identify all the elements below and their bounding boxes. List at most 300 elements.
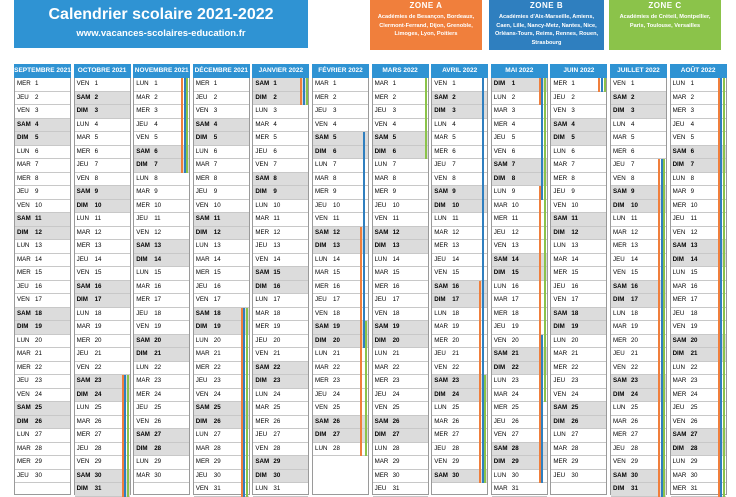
holiday-zone-a-marker	[360, 402, 362, 416]
weekday-label: SAM	[76, 377, 91, 384]
weekday-label: MAR	[315, 80, 329, 87]
weekday-label: MAR	[136, 188, 150, 195]
day-row	[432, 402, 487, 416]
weekday-label: SAM	[17, 309, 31, 317]
day-number: 28	[511, 444, 519, 452]
weekday-label: JEU	[136, 309, 148, 317]
day-number: 24	[154, 390, 162, 398]
day-number: 14	[631, 255, 638, 263]
day-number: 11	[690, 215, 698, 222]
holiday-zone-b-marker	[363, 294, 365, 308]
day-row	[313, 389, 368, 403]
day-row	[194, 470, 249, 484]
day-number: 12	[452, 228, 460, 236]
day-row	[551, 416, 606, 430]
holiday-zone-a-marker	[539, 227, 541, 241]
weekday-label: MER	[76, 242, 91, 249]
day-row	[373, 308, 428, 322]
holiday-zone-c-marker	[723, 443, 725, 457]
day-row	[551, 362, 606, 376]
day-row	[253, 240, 308, 254]
day-row	[432, 159, 487, 173]
weekday-label: JEU	[553, 471, 566, 479]
holiday-zone-c-marker	[365, 362, 367, 376]
weekday-label: MAR	[315, 269, 329, 276]
day-number: 12	[154, 228, 162, 236]
holiday-zone-b-marker	[482, 173, 484, 187]
day-number: 18	[154, 309, 162, 317]
day-number: 18	[213, 309, 221, 317]
weekday-label: MAR	[434, 228, 448, 236]
day-row	[75, 416, 130, 430]
day-number: 27	[631, 431, 638, 438]
holiday-zone-b-marker	[363, 308, 365, 322]
day-number: 13	[631, 242, 638, 249]
weekday-label: LUN	[493, 93, 507, 101]
day-row	[15, 146, 70, 160]
weekday-label: MER	[553, 458, 568, 465]
holiday-zone-b-marker	[363, 159, 365, 173]
weekday-label: LUN	[493, 188, 507, 195]
day-number: 14	[333, 255, 340, 263]
day-number: 11	[154, 215, 161, 222]
day-number: 11	[392, 215, 400, 222]
day-row	[611, 254, 666, 268]
day-number: 1	[35, 80, 39, 87]
day-row	[671, 389, 726, 403]
day-number: 19	[213, 323, 221, 330]
day-row	[75, 159, 130, 173]
month-header: JUILLET 2022	[610, 64, 667, 78]
day-number: 3	[511, 107, 516, 114]
weekday-label: JEU	[374, 390, 387, 398]
weekday-label: SAM	[672, 336, 687, 344]
weekday-label: SAM	[613, 377, 627, 384]
day-row	[611, 294, 666, 308]
holiday-zone-c-marker	[663, 308, 665, 322]
weekday-label: LUN	[255, 107, 268, 114]
day-row	[194, 348, 249, 362]
weekday-label: LUN	[195, 147, 209, 155]
day-row	[671, 186, 726, 200]
holiday-zone-c-marker	[663, 348, 665, 362]
holiday-zone-a-marker	[539, 240, 541, 254]
month-column	[193, 64, 250, 492]
day-row	[551, 200, 606, 214]
day-number: 20	[392, 336, 400, 344]
weekday-label: SAM	[17, 215, 31, 222]
day-row	[551, 240, 606, 254]
day-number: 23	[511, 377, 519, 384]
weekday-label: MAR	[255, 215, 270, 222]
holiday-zone-b-marker	[363, 240, 365, 254]
day-number: 4	[392, 120, 397, 128]
day-number: 7	[154, 161, 158, 168]
day-number: 6	[154, 147, 158, 155]
day-number: 22	[333, 363, 340, 371]
weekday-label: JEU	[493, 134, 506, 141]
day-number: 29	[571, 458, 579, 465]
day-number: 28	[571, 444, 579, 452]
day-number: 20	[511, 336, 519, 344]
day-number: 27	[690, 431, 698, 438]
day-row	[492, 132, 547, 146]
holiday-zone-c-marker	[723, 389, 725, 403]
day-number: 9	[690, 188, 695, 195]
day-number: 3	[35, 107, 39, 114]
weekday-label: DIM	[553, 417, 565, 425]
day-number: 25	[571, 404, 579, 411]
weekday-label: DIM	[613, 107, 625, 114]
holiday-zone-c-marker	[723, 416, 725, 430]
day-row	[373, 119, 428, 133]
day-number: 3	[333, 107, 337, 114]
day-row	[313, 240, 368, 254]
day-row	[313, 159, 368, 173]
day-row	[611, 78, 666, 92]
day-number: 16	[333, 282, 340, 290]
holiday-zone-c-marker	[544, 308, 546, 322]
weekday-label: MER	[553, 174, 568, 182]
holiday-zone-c-marker	[544, 281, 546, 295]
weekday-label: LUN	[76, 215, 89, 222]
weekday-label: DIM	[76, 485, 88, 492]
day-number: 22	[273, 363, 281, 371]
day-number: 5	[35, 134, 39, 141]
day-row	[134, 321, 189, 335]
weekday-label: LUN	[17, 431, 30, 438]
day-row	[373, 335, 428, 349]
day-row	[253, 227, 308, 241]
day-number: 19	[511, 323, 519, 330]
weekday-label: SAM	[434, 282, 448, 290]
month-column	[372, 64, 429, 492]
day-row	[253, 186, 308, 200]
weekday-label: MER	[255, 228, 270, 236]
day-row	[313, 119, 368, 133]
weekday-label: DIM	[553, 134, 565, 141]
day-row	[671, 483, 726, 497]
holiday-zone-c-marker	[723, 159, 725, 173]
day-row	[194, 92, 249, 106]
weekday-label: SAM	[255, 458, 270, 465]
holiday-zone-c-marker	[544, 92, 546, 106]
holiday-zone-b-marker	[482, 92, 484, 106]
weekday-label: MAR	[374, 363, 389, 371]
weekday-label: DIM	[374, 242, 386, 249]
day-row	[611, 173, 666, 187]
weekday-label: MER	[255, 323, 270, 330]
day-row	[432, 308, 487, 322]
day-number: 5	[154, 134, 158, 141]
weekday-label: DIM	[613, 485, 625, 492]
weekday-label: DIM	[315, 147, 327, 155]
day-row	[134, 105, 189, 119]
holiday-zone-b-marker	[482, 281, 484, 295]
weekday-label: JEU	[255, 242, 268, 249]
day-number: 9	[392, 188, 397, 195]
holiday-zone-c-marker	[306, 78, 308, 92]
day-number: 3	[690, 107, 695, 114]
day-row	[373, 92, 428, 106]
day-number: 10	[511, 201, 519, 209]
weekday-label: VEN	[672, 323, 686, 330]
holiday-zone-b-marker	[363, 186, 365, 200]
day-number: 31	[631, 485, 638, 492]
holiday-zone-b-marker	[482, 308, 484, 322]
month-days	[133, 78, 190, 495]
weekday-label: MER	[195, 363, 210, 371]
day-row	[373, 362, 428, 376]
day-row	[492, 389, 547, 403]
day-row	[194, 375, 249, 389]
day-row	[134, 456, 189, 470]
weekday-label: MER	[374, 282, 389, 290]
day-row	[15, 456, 70, 470]
day-row	[134, 132, 189, 146]
weekday-label: SAM	[613, 471, 627, 479]
holiday-zone-c-marker	[663, 456, 665, 470]
weekday-label: MER	[76, 336, 91, 344]
weekday-label: MER	[315, 188, 329, 195]
day-number: 2	[35, 93, 39, 101]
day-row	[432, 132, 487, 146]
month-header: SEPTEMBRE 2021	[14, 64, 71, 78]
weekday-label: LUN	[255, 390, 268, 398]
month-header: DÉCEMBRE 2021	[193, 64, 250, 78]
day-number: 30	[35, 471, 42, 479]
website-url[interactable]: www.vacances-scolaires-education.fr	[76, 28, 246, 39]
day-number: 5	[333, 134, 337, 141]
holiday-zone-c-marker	[246, 348, 248, 362]
holiday-zone-b-marker	[363, 132, 365, 146]
day-number: 16	[452, 282, 460, 290]
day-number: 22	[154, 363, 162, 371]
weekday-label: MER	[17, 269, 31, 276]
day-row	[492, 348, 547, 362]
day-row	[194, 362, 249, 376]
day-row	[194, 146, 249, 160]
weekday-label: MAR	[434, 323, 448, 330]
day-row	[15, 173, 70, 187]
day-number: 11	[35, 215, 42, 222]
weekday-label: MER	[613, 431, 627, 438]
month-days	[372, 78, 429, 495]
holiday-zone-b-marker	[482, 78, 484, 92]
weekday-label: MER	[17, 80, 31, 87]
day-number: 20	[213, 336, 221, 344]
weekday-label: JEU	[434, 255, 446, 263]
day-row	[671, 429, 726, 443]
day-row	[432, 200, 487, 214]
day-row	[611, 240, 666, 254]
day-number: 19	[94, 323, 102, 330]
day-row	[253, 375, 308, 389]
holiday-zone-b-marker	[482, 132, 484, 146]
day-row	[134, 443, 189, 457]
weekday-label: SAM	[672, 147, 687, 155]
day-number: 12	[333, 228, 340, 236]
day-number: 20	[35, 336, 42, 344]
day-row	[313, 200, 368, 214]
day-number: 15	[690, 269, 698, 276]
day-number: 23	[94, 377, 102, 384]
day-row	[15, 132, 70, 146]
holiday-zone-c-marker	[723, 294, 725, 308]
holiday-zone-a-marker	[360, 443, 362, 457]
day-number: 22	[690, 363, 698, 371]
day-row	[194, 105, 249, 119]
day-number: 10	[94, 201, 102, 209]
day-row	[492, 119, 547, 133]
day-number: 15	[511, 269, 519, 276]
weekday-label: LUN	[76, 309, 89, 317]
day-number: 21	[511, 350, 519, 357]
day-row	[432, 456, 487, 470]
day-number: 20	[94, 336, 102, 344]
day-row	[671, 362, 726, 376]
day-row	[492, 240, 547, 254]
weekday-label: MAR	[672, 282, 687, 290]
weekday-label: LUN	[315, 444, 328, 452]
day-number: 13	[35, 242, 42, 249]
weekday-label: VEN	[255, 350, 269, 357]
day-number: 1	[511, 80, 516, 87]
weekday-label: MER	[434, 147, 448, 155]
weekday-label: MAR	[195, 161, 210, 168]
day-number: 16	[35, 282, 42, 290]
weekday-label: MAR	[17, 161, 31, 168]
day-row	[75, 375, 130, 389]
day-number: 5	[273, 134, 277, 141]
weekday-label: VEN	[195, 296, 209, 303]
day-row	[253, 429, 308, 443]
day-number: 2	[631, 93, 635, 101]
holiday-zone-c-marker	[365, 348, 367, 362]
day-row	[492, 294, 547, 308]
weekday-label: JEU	[493, 228, 506, 236]
day-row	[75, 119, 130, 133]
day-row	[432, 389, 487, 403]
day-number: 8	[631, 174, 635, 182]
weekday-label: SAM	[613, 188, 627, 195]
weekday-label: VEN	[17, 201, 30, 209]
day-row	[194, 443, 249, 457]
weekday-label: SAM	[255, 174, 270, 182]
holiday-zone-c-marker	[484, 389, 486, 403]
weekday-label: SAM	[76, 471, 91, 479]
weekday-label: LUN	[17, 242, 30, 249]
day-number: 17	[571, 296, 579, 303]
day-row	[253, 335, 308, 349]
weekday-label: MER	[195, 80, 210, 87]
day-number: 26	[154, 417, 162, 425]
holiday-zone-c-marker	[186, 78, 188, 92]
day-row	[492, 213, 547, 227]
weekday-label: SAM	[672, 431, 687, 438]
weekday-label: JEU	[195, 471, 208, 479]
day-number: 9	[571, 188, 575, 195]
day-number: 27	[571, 431, 579, 438]
holiday-zone-c-marker	[723, 456, 725, 470]
weekday-label: SAM	[434, 471, 448, 479]
day-number: 9	[452, 188, 456, 195]
day-number: 22	[213, 363, 221, 371]
day-number: 13	[213, 242, 221, 249]
day-row	[432, 294, 487, 308]
day-row	[194, 173, 249, 187]
holiday-zone-c-marker	[365, 416, 367, 430]
holiday-zone-c-marker	[723, 483, 725, 497]
month-days	[670, 78, 727, 495]
day-row	[313, 186, 368, 200]
weekday-label: MER	[374, 377, 389, 384]
month-header: NOVEMBRE 2021	[133, 64, 190, 78]
day-number: 20	[273, 336, 281, 344]
weekday-label: JEU	[255, 431, 268, 438]
holiday-zone-b-marker	[482, 321, 484, 335]
month-column	[133, 64, 190, 492]
weekday-label: LUN	[136, 269, 149, 276]
day-number: 23	[392, 377, 400, 384]
weekday-label: SAM	[493, 255, 508, 263]
day-row	[671, 105, 726, 119]
day-number: 5	[213, 134, 218, 141]
holiday-zone-c-marker	[663, 470, 665, 484]
holiday-zone-c-marker	[484, 416, 486, 430]
holiday-zone-c-marker	[186, 92, 188, 106]
day-row	[492, 267, 547, 281]
day-row	[253, 119, 308, 133]
month-column	[14, 64, 71, 492]
holiday-zone-b-marker	[363, 281, 365, 295]
day-row	[492, 321, 547, 335]
day-row	[373, 213, 428, 227]
day-number: 24	[571, 390, 579, 398]
day-number: 20	[452, 336, 460, 344]
holiday-zone-c-marker	[723, 429, 725, 443]
day-row	[253, 402, 308, 416]
weekday-label: MER	[76, 431, 91, 438]
weekday-label: SAM	[136, 242, 150, 249]
day-number: 21	[94, 350, 102, 357]
day-number: 10	[213, 201, 221, 209]
weekday-label: MER	[136, 390, 150, 398]
weekday-label: VEN	[434, 363, 447, 371]
day-number: 28	[631, 444, 638, 452]
weekday-label: LUN	[255, 201, 268, 209]
holiday-zone-c-marker	[544, 321, 546, 335]
day-row	[551, 389, 606, 403]
holiday-zone-c-marker	[544, 335, 546, 349]
weekday-label: MER	[553, 269, 568, 276]
weekday-label: LUN	[374, 255, 387, 263]
day-row	[611, 389, 666, 403]
day-row	[492, 308, 547, 322]
weekday-label: JEU	[255, 336, 268, 344]
holiday-zone-c-marker	[425, 132, 427, 146]
day-number: 17	[154, 296, 162, 303]
weekday-label: SAM	[374, 323, 389, 330]
day-row	[492, 456, 547, 470]
day-row	[313, 348, 368, 362]
weekday-label: LUN	[553, 336, 566, 344]
day-row	[671, 456, 726, 470]
day-number: 25	[154, 404, 162, 411]
day-number: 29	[154, 458, 162, 465]
weekday-label: DIM	[17, 417, 29, 425]
day-number: 27	[35, 431, 42, 438]
